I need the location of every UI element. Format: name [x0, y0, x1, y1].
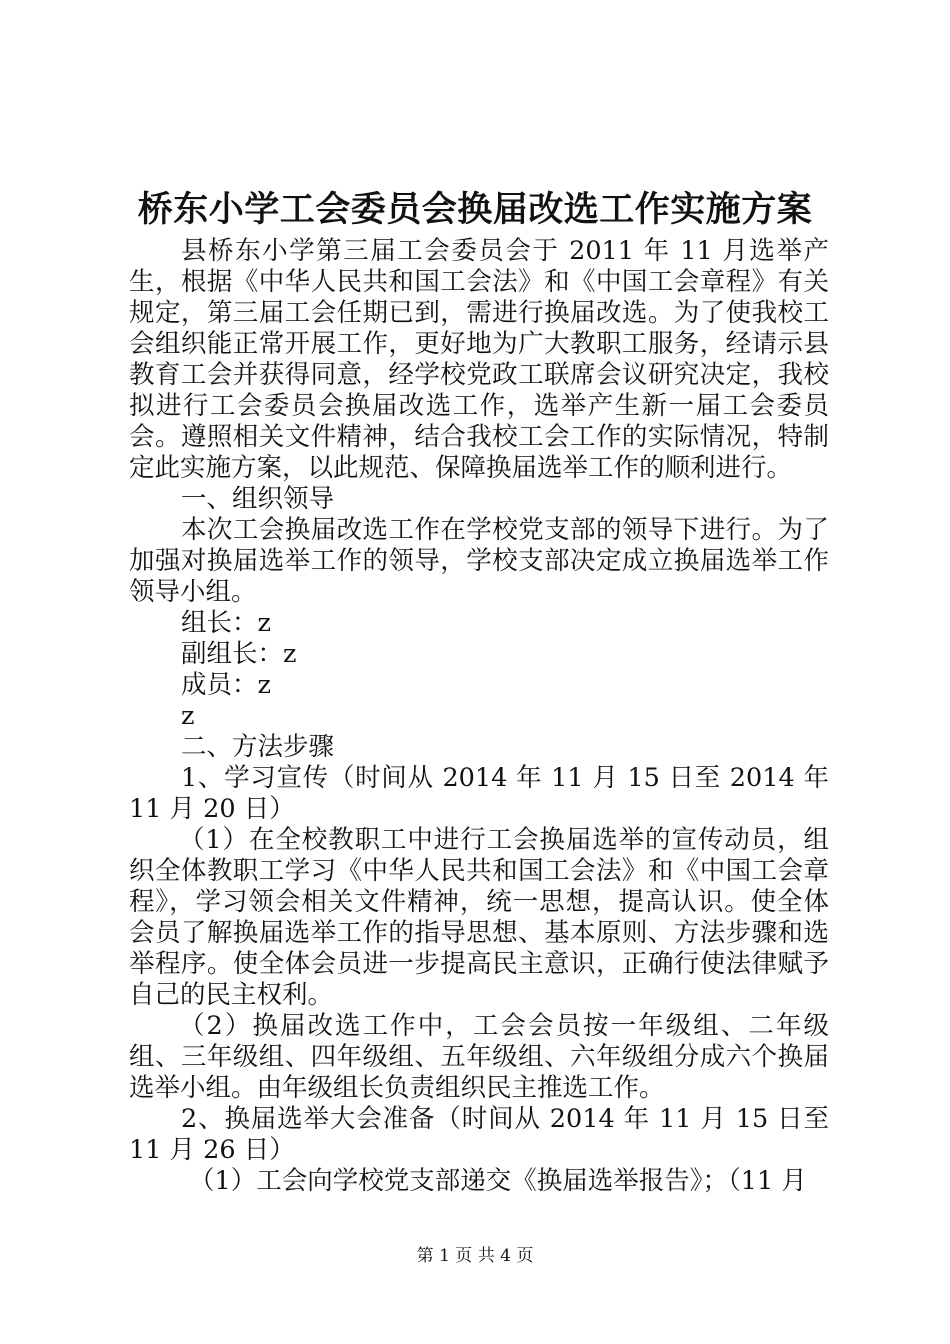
step-1-heading: 1、学习宣传（时间从 2014 年 11 月 15 日至 2014 年 11 月 20 日）	[129, 763, 838, 824]
deputy-leader-line: 副组长：z	[181, 639, 297, 669]
section-heading-organization: 一、组织领导	[181, 484, 335, 514]
members-line: 成员：z	[181, 670, 271, 700]
leader-line: 组长：z	[181, 608, 271, 638]
intro-paragraph: 县桥东小学第三届工会委员会于 2011 年 11 月选举产生，根据《中华人民共和国工会法》和《中国工会章程》有关规定，第三届工会任期已到，需进行换届改选。为了使我校工会组织能正常开展工作，更好地为广大教职工服务，经请示县教育工会并获得同意，经学校党政工联席会议研究决定，我校拟进行工会委员会换届改选工作，选举产生新一届工会委员会。遵照相关文件精神，结合我校工会工作的实际情况，特制定此实施方案，以此规范、保障换届选举工作的顺利进行。	[129, 236, 829, 483]
organization-paragraph: 本次工会换届改选工作在学校党支部的领导下进行。为了加强对换届选举工作的领导，学校支部决定成立换届选举工作领导小组。	[129, 515, 829, 607]
step-2-item-1: （1）工会向学校党支部递交《换届选举报告》；（11 月	[189, 1166, 807, 1196]
page-number-footer: 第 1 页 共 4 页	[416, 1246, 534, 1266]
step-2-heading: 2、换届选举大会准备（时间从 2014 年 11 月 15 日至 11 月 26 日）	[129, 1104, 838, 1165]
section-heading-methods: 二、方法步骤	[181, 732, 335, 762]
step-1-item-1: （1）在全校教职工中进行工会换届选举的宣传动员，组织全体教职工学习《中华人民共和国工会法》和《中国工会章程》，学习领会相关文件精神，统一思想，提高认识。使全体会员了解换届选举工作的指导思想、基本原则、方法步骤和选举程序。使全体会员进一步提高民主意识，正确行使法律赋予自己的民主权利。	[129, 825, 829, 1010]
document-body	[129, 236, 838, 1197]
step-1-item-2: （2）换届改选工作中，工会会员按一年级组、二年级组、三年级组、四年级组、五年级组、六年级组分成六个换届选举小组。由年级组长负责组织民主推选工作。	[129, 1011, 829, 1103]
members-continuation-line: z	[181, 701, 195, 731]
document-title: 桥东小学工会委员会换届改选工作实施方案	[137, 189, 813, 230]
